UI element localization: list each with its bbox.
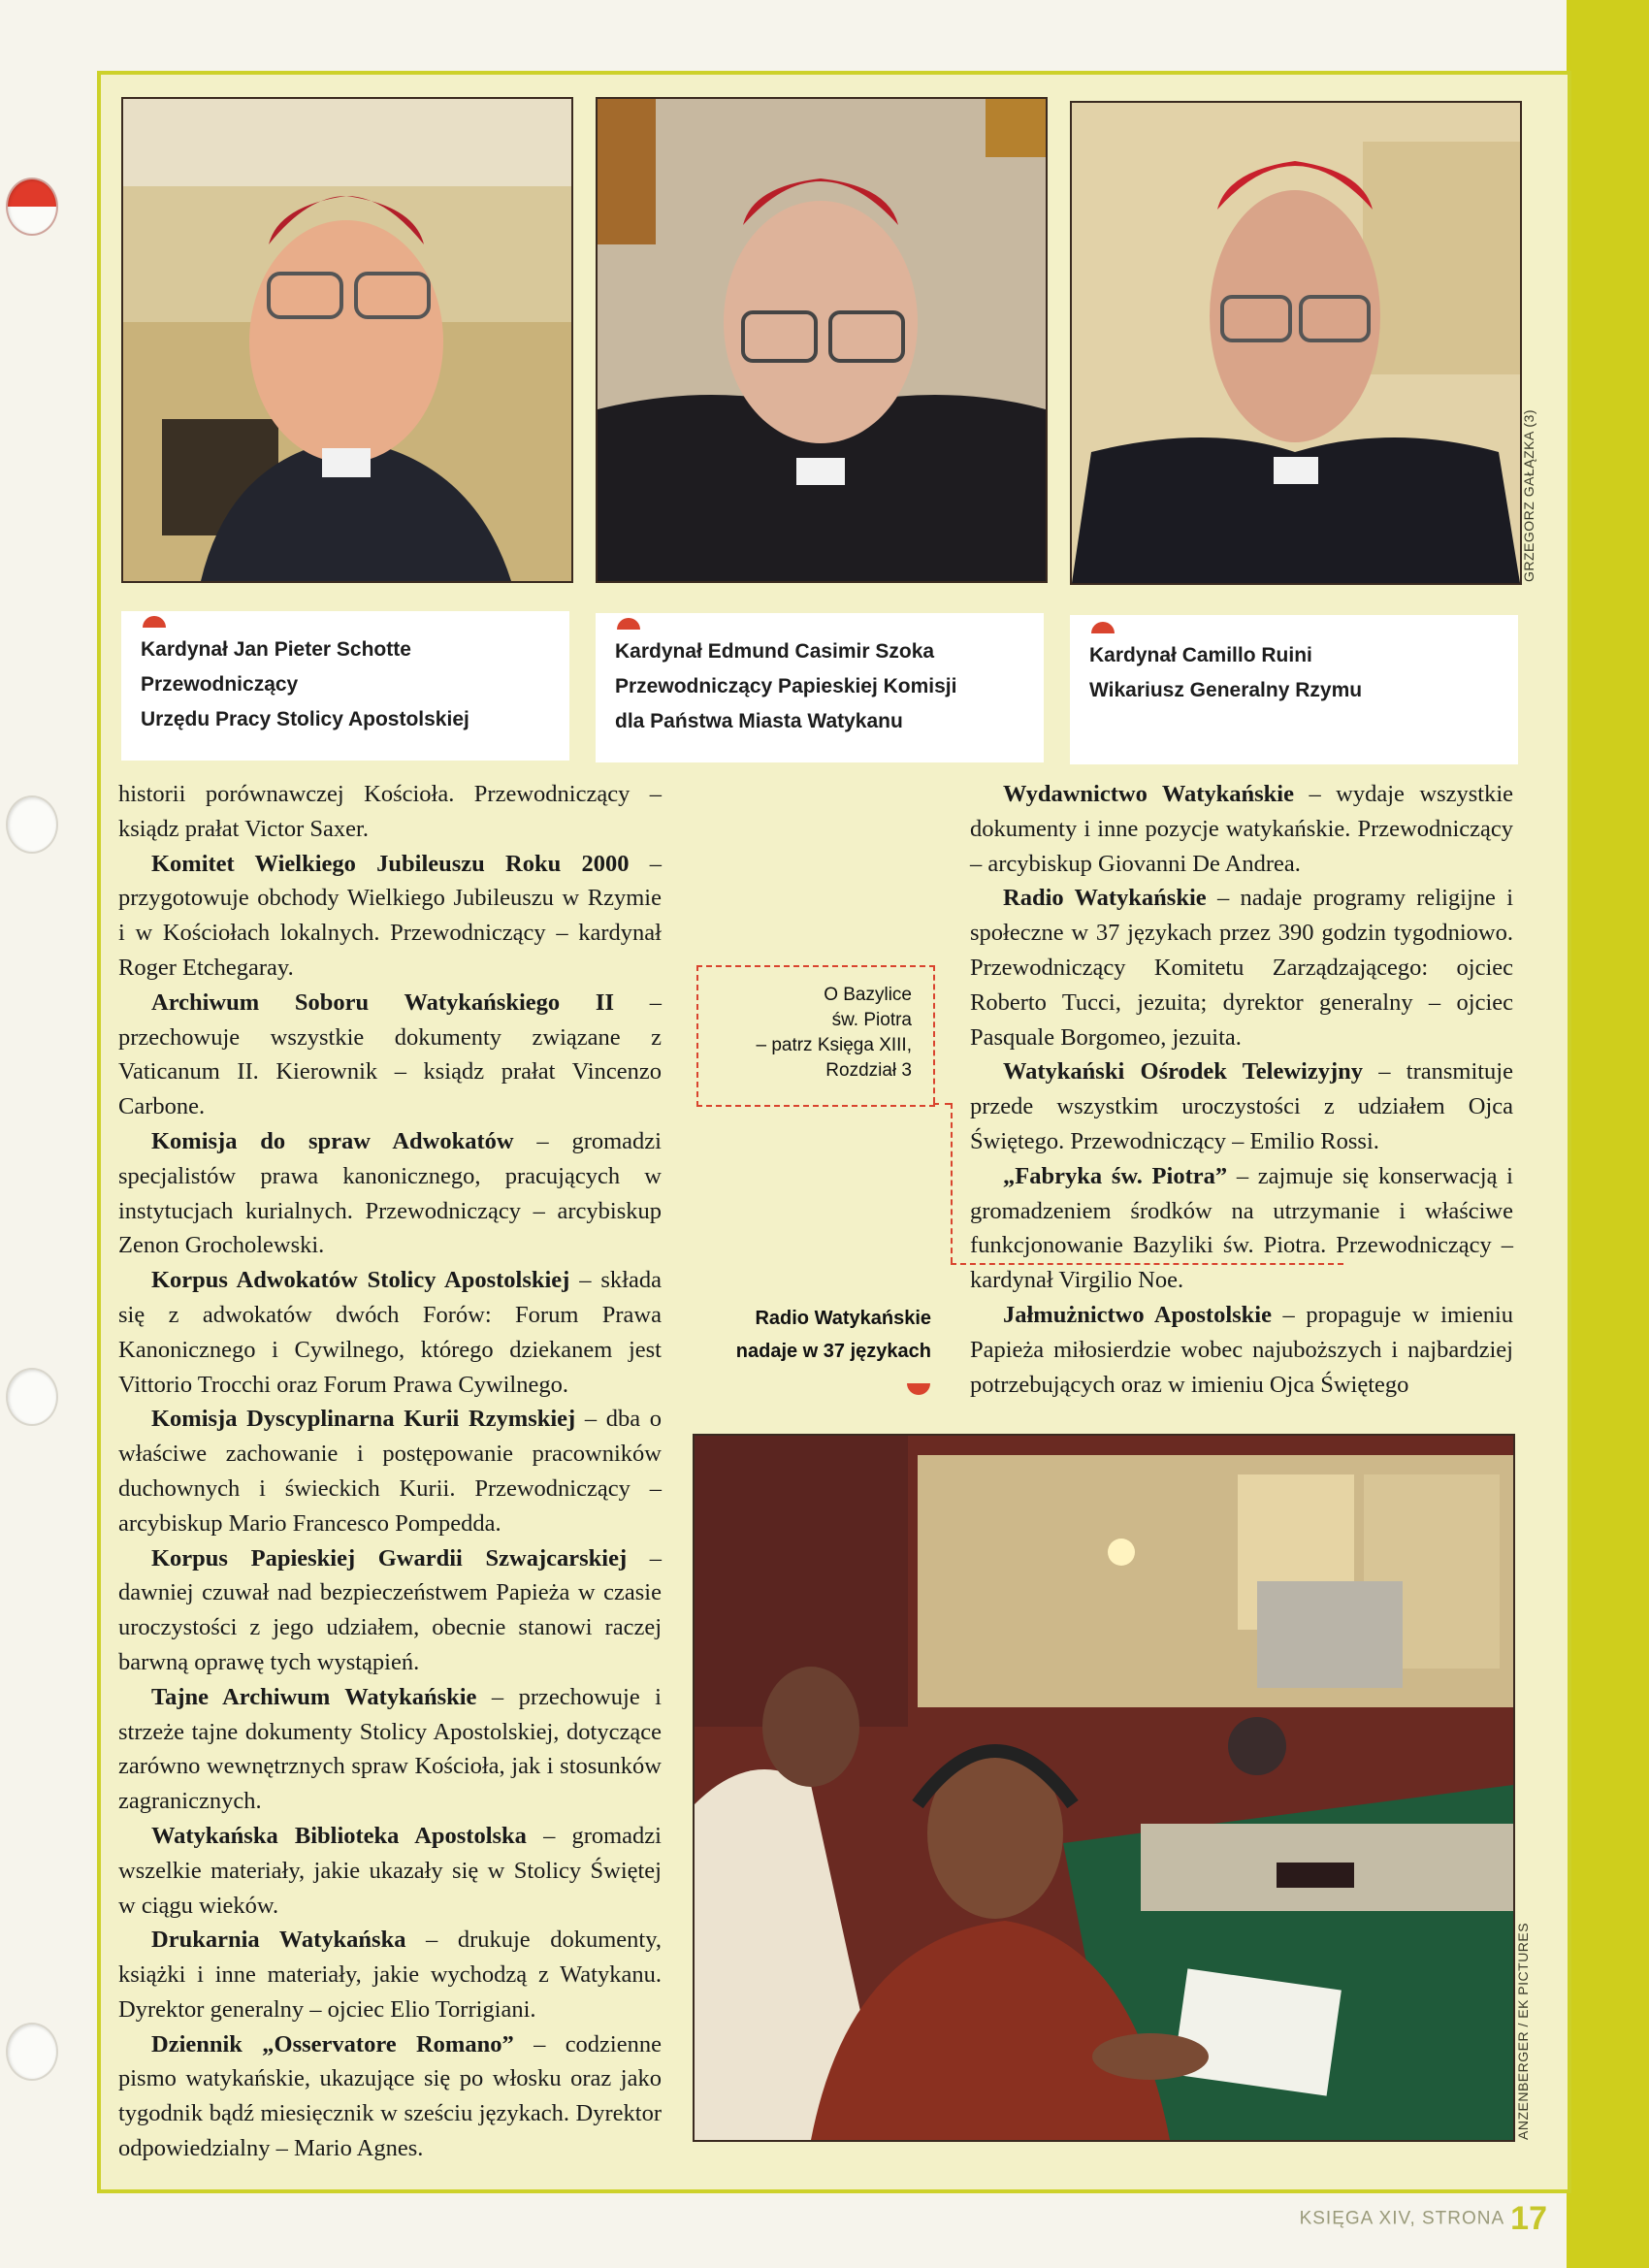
- caption-marker-icon: [1091, 622, 1115, 633]
- paragraph: Jałmużnictwo Apostolskie – propaguje w imieniu Papieża miłosierdzie wobec najuboższych i najbardziej potrzebujących oraz w imieniu Ojca Świętego: [970, 1301, 1513, 1398]
- paragraph: „Fabryka św. Piotra” – zajmuje się konserwacją i gromadzeniem środków na utrzymanie i właściwe funkcjonowanie Bazyliki św. Piotra. Przewodniczący – kardynał Virgilio Noe.: [970, 1162, 1513, 1294]
- paragraph: Tajne Archiwum Watykańskie – przechowuje i strzeże tajne dokumenty Stolicy Apostolskiej, dotyczące zarówno wewnętrznych spraw Kościoła, jak i stosunków zagranicznych.: [118, 1683, 662, 1815]
- note-line: Rozdział 3: [825, 1060, 912, 1081]
- caption-szoka: [596, 613, 1044, 762]
- paragraph: Korpus Adwokatów Stolicy Apostolskiej – składa się z adwokatów dwóch Forów: Forum Prawa Kanonicznego i Cywilnego, którego dziekanem jest Vittorio Trocchi oraz Forum Prawa Cywilnego.: [118, 1267, 662, 1398]
- caption-line: Urzędu Pracy Stolicy Apostolskiej: [141, 708, 469, 730]
- paragraph: Komisja do spraw Adwokatów – gromadzi specjalistów prawa kanonicznego, pracujących w instytucjach kurialnych. Przewodniczący – arcybiskup Zenon Grocholewski.: [118, 1127, 662, 1259]
- paragraph: Komitet Wielkiego Jubileuszu Roku 2000 – przygotowuje obchody Wielkiego Jubileuszu w Rzymie i w Kościołach lokalnych. Przewodniczący – kardynał Roger Etchegaray.: [118, 850, 663, 981]
- radio-caption: [698, 1302, 931, 1368]
- paragraph: Radio Watykańskie – nadaje programy religijne i społeczne w 37 językach przez 390 godzin tygodniowo. Przewodniczący Komitetu Zarządzającego: ojciec Roberto Tucci, jezuita; dyrektor generalny – ojciec Pasquale Borgomeo, jezuita.: [970, 885, 1513, 1051]
- binder-hole: [6, 1368, 58, 1426]
- caption-line: Radio Watykańskie: [755, 1308, 931, 1329]
- caption-line: Kardynał Camillo Ruini: [1089, 644, 1312, 666]
- caption-line: Przewodniczący Papieskiej Komisji: [615, 675, 957, 697]
- caption-line: dla Państwa Miasta Watykanu: [615, 710, 903, 732]
- photo-credit-portraits: GRZEGORZ GAŁĄZKA (3): [1521, 408, 1536, 582]
- radio-studio-photo: [693, 1434, 1515, 2142]
- paragraph: Watykański Ośrodek Telewizyjny – transmituje przede wszystkim uroczystości z udziałem Ojca Świętego. Przewodniczący – Emilio Rossi.: [970, 1058, 1513, 1154]
- caption-marker-icon: [617, 618, 640, 630]
- binder-hole-marker: [6, 178, 58, 236]
- note-line: O Bazylice: [824, 985, 912, 1005]
- left-text-column: [118, 777, 662, 2166]
- paragraph: Komisja Dyscyplinarna Kurii Rzymskiej – dba o właściwe zachowanie i postępowanie pracowników duchownych i świeckich Kurii. Przewodniczący – arcybiskup Mario Francesco Pompedda.: [118, 1406, 662, 1537]
- caption-line: nadaje w 37 językach: [735, 1341, 931, 1362]
- dashed-connector: [951, 1103, 953, 1263]
- cross-reference-note: [696, 965, 935, 1107]
- portrait-photo-szoka: [596, 97, 1048, 583]
- caption-schotte: [121, 611, 569, 761]
- paragraph: Wydawnictwo Watykańskie – wydaje wszystkie dokumenty i inne pozycje watykańskie. Przewodniczący – arcybiskup Giovanni De Andrea.: [970, 781, 1514, 877]
- paragraph: Watykańska Biblioteka Apostolska – gromadzi wszelkie materiały, jakie ukazały się w Stolicy Świętej w ciągu wieków.: [118, 1822, 662, 1919]
- page-footer: [1300, 2200, 1547, 2238]
- dashed-connector: [933, 965, 935, 1103]
- paragraph: historii porównawczej Kościoła. Przewodniczący – ksiądz prałat Victor Saxer.: [118, 781, 662, 842]
- caption-line: Przewodniczący: [141, 673, 299, 696]
- photo-credit-radio: ANZENBERGER / EK PICTURES: [1515, 1922, 1531, 2140]
- caption-marker-icon: [143, 616, 166, 628]
- book-page-label: KSIĘGA XIV, STRONA: [1299, 2208, 1505, 2229]
- paragraph: Korpus Papieskiej Gwardii Szwajcarskiej – dawniej czuwał nad bezpieczeństwem Papieża w czasie uroczystości z jego udziałem, obecnie stanowi raczej barwną oprawę tych wystąpień.: [118, 1544, 662, 1675]
- caption-ruini: [1070, 615, 1518, 764]
- right-text-column: [970, 777, 1513, 1402]
- caption-line: Wikariusz Generalny Rzymu: [1089, 679, 1363, 701]
- paragraph: Dziennik „Osservatore Romano” – codzienne pismo watykańskie, ukazujące się po włosku oraz jako tygodnik bądź miesięcznik w sześciu językach. Dyrektor odpowiedzialny – Mario Agnes.: [118, 2030, 662, 2162]
- portrait-photo-schotte: [121, 97, 573, 583]
- caption-line: Kardynał Jan Pieter Schotte: [141, 638, 411, 661]
- paragraph: Drukarnia Watykańska – drukuje dokumenty, książki i inne materiały, jakie wychodzą z Watykanu. Dyrektor generalny – ojciec Elio Torrigiani.: [118, 1927, 662, 2023]
- note-line: – patrz Księga XIII,: [756, 1035, 912, 1055]
- dashed-connector: [933, 1103, 951, 1105]
- side-color-stripe: [1567, 0, 1649, 2268]
- binder-hole: [6, 2023, 58, 2081]
- paragraph: Archiwum Soboru Watykańskiego II – przechowuje wszystkie dokumenty związane z Vaticanum II. Kierownik – ksiądz prałat Vincenzo Carbone.: [118, 988, 662, 1120]
- note-line: św. Piotra: [831, 1010, 912, 1030]
- page-number: 17: [1510, 2200, 1547, 2237]
- portrait-photo-ruini: [1070, 101, 1522, 585]
- caption-line: Kardynał Edmund Casimir Szoka: [615, 640, 935, 663]
- binder-hole: [6, 795, 58, 854]
